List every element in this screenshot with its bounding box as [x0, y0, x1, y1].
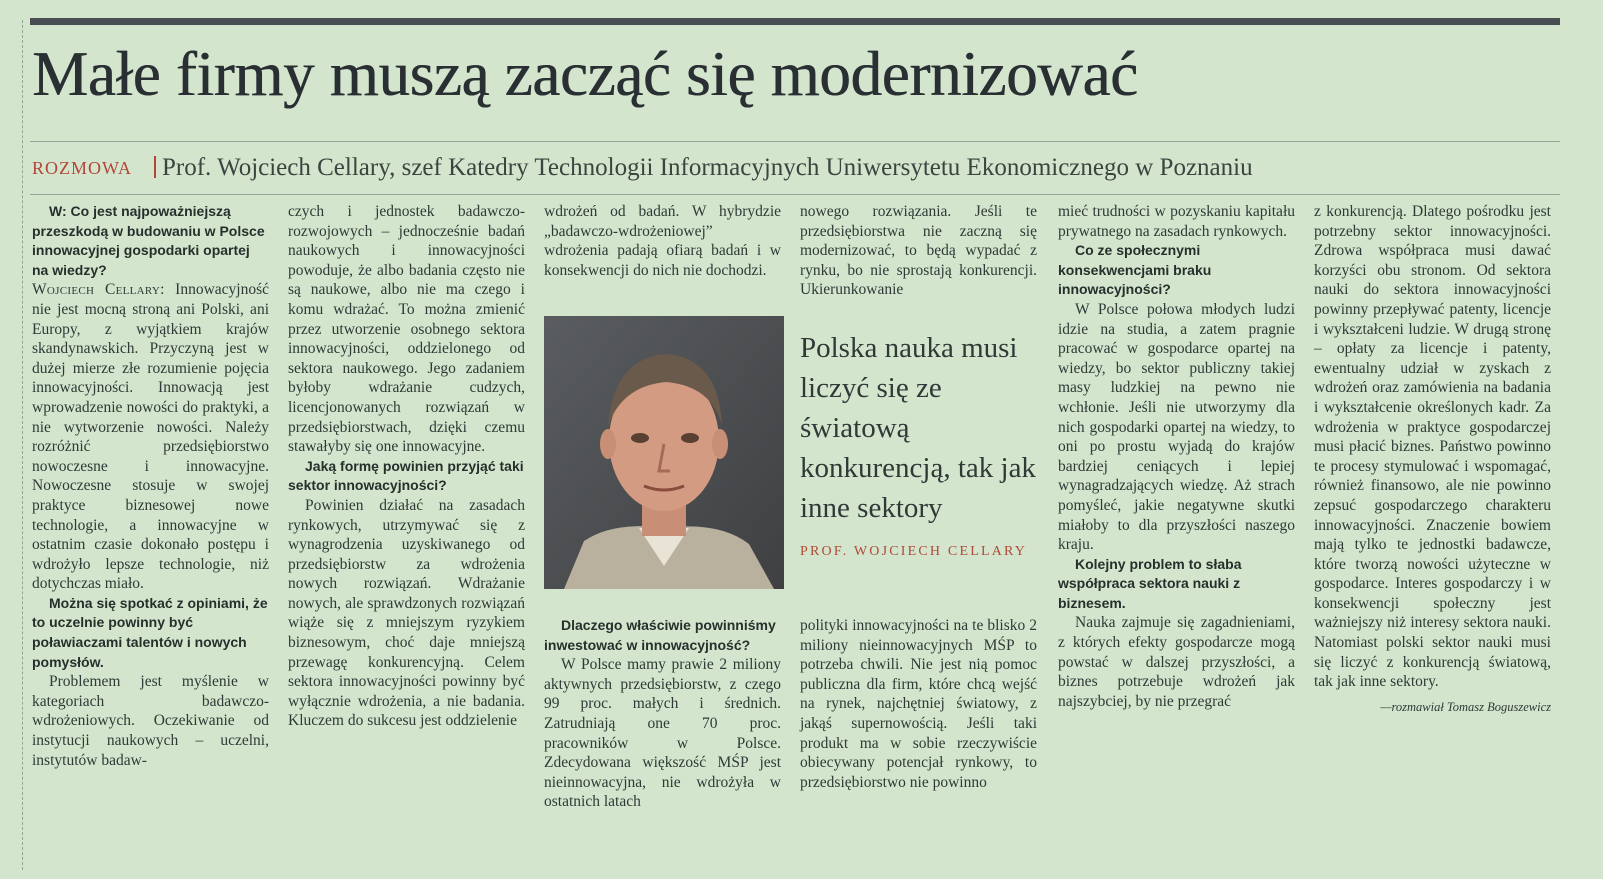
kicker-separator [154, 156, 156, 178]
text-column-3-top [544, 202, 781, 280]
question-5: Co ze społecznymi konsekwencjami braku innowacyjności? [1058, 242, 1212, 298]
text-column-3-bottom [544, 616, 781, 812]
interviewer-logo: W: [49, 203, 67, 219]
text-column-2 [288, 202, 525, 731]
question-1-text: Co jest najpoważniejszą przeszkodą w budowaniu w Polsce innowacyjnej gospodarki opartej na wiedzy? [32, 203, 265, 278]
answer-4: W Polsce mamy prawie 2 miliony aktywnych przedsiębiorstw, z czego 99 proc. małych i średnich. Zatrudniają one 70 proc. pracowników w Polsce. Zdecydowana większość MŚP jest nieinnowacyjna, nie wdrożyła w ostatnich latach [544, 656, 781, 811]
question-1 [32, 202, 269, 280]
answer-1 [32, 280, 269, 594]
answer-continued: z konkurencją. Dlatego pośrodku jest potrzebny sektor innowacyjności. Zdrowa współpraca musi dawać korzyści obu stronom. Od sektora nauki do sektora innowacyjności powinny przepływać patenty, licencje i wykształceni ludzie. W drugą stronę – opłaty za licencje i patenty, ewentualny udział w zyskach z wdrożeń oraz zamówienia na badania i wykształcenie określonych kadr. Za wdrożenia w praktyce gospodarczej musi płacić biznes. Państwo powinno te procesy stymulować i wspomagać, również finansowo, ale nie powinno zepsuć gospodarczego charakteru innowacyjności. Znaczenie bowiem mają tylko te jednostki badawcze, które tworzą nowości użyteczne w gospodarce. Interes gospodarczy i w konsekwencji społeczny jest ważniejszy niż interesy sektora nauki. Natomiast polski sektor nauki musi się liczyć z konkurencją światową, tak jak inne sektory. [1314, 203, 1551, 691]
interviewer-byline: —rozmawiał Tomasz Boguszewicz [1380, 699, 1551, 714]
text-column-5 [1058, 202, 1295, 711]
question-3: Jaką formę powinien przyjąć taki sektor innowacyjności? [288, 457, 524, 494]
answer-5: W Polsce połowa młodych ludzi idzie na studia, a zatem pragnie pracować w gospodarce opartej na wiedzy, bo sektor publiczny takiej masy ludzkiej na pewno nie wchłonie. Jeśli nie utworzymy dla nich gospodarki opartej na wiedzy, to oni po prostu wyjadą do krajów bardziej ceniących i lepiej wynagradzających wiedzę. Aż strach pomyśleć, jakie negatywne skutki miałoby to dla przyszłości naszego kraju. [1058, 300, 1295, 554]
article-headline: Małe firmy muszą zacząć się modernizować [32, 39, 1138, 109]
question-2: Można się spotkać z opiniami, że to uczelnie powinny być poławiaczami talentów i nowych pomysłów. [32, 594, 268, 670]
answer-continued: czych i jednostek badawczo-rozwojowych – jednocześnie badań naukowych i innowacyjności powoduje, że albo badania często nie są naukowe, albo nie ma czego i komu wdrażać. To można zmienić przez utworzenie osobnego sektora innowacyjności, oddzielonego od sektora naukowego. Jego zadaniem byłoby wdrażanie cudzych, licencjonowanych rozwiązań w przedsiębiorstwach, dzięki czemu stawałyby się one innowacyjne. [288, 203, 525, 456]
answer-1-text: Innowacyjność nie jest mocną stroną ani Polski, ani Europy, z wyjątkiem krajów skandynawskich. Przyczyną jest w dużej mierze złe rozumienie pojęcia innowacyjności. Innowacją jest wprowadzenie nowości do praktyki, a nie wytworzenie nowości. Należy rozróżnić przedsiębiorstwo nowoczesne i innowacyjne. Nowoczesne stosuje w swojej praktyce biznesowej nowe technologie, a innowacyjne w ostatnim czasie dokonało postępu i wdrożyło lepsze technologie, niż dotychczas miało. [32, 281, 269, 593]
subhead-divider [30, 194, 1560, 195]
answer-continued: polityki innowacyjności na te blisko 2 miliony nieinnowacyjnych MŚP to potrzeba chwili. Nie jest nią pomoc publiczna dla firm, które chcą wejść na rynek, najchętniej światowy, z jakąś supernowością. Jeśli taki produkt ma w sobie rzeczywiście obiecywany potencjał rynkowy, to przedsiębiorstwo nie powinno [800, 617, 1037, 791]
text-column-1 [32, 202, 269, 770]
answer-3: Powinien działać na zasadach rynkowych, utrzymywać się z wynagrodzenia uzyskiwanego od przedsiębiorstw za wdrożenia nowych rozwiązań. Wdrażanie nowych, ale sprawdzonych rozwiązań wiąże się z mniejszym ryzykiem biznesowym, choć daje mniejszą przewagę konkurencyjną. Celem sektora innowacyjności powinny być wyłącznie wdrożenia, a nie badania. Kluczem do sukcesu jest oddzielenie [288, 496, 525, 730]
answer-continued: nowego rozwiązania. Jeśli te przedsiębiorstwa nie zaczną się modernizować, to będą wypadać z rynku, bo nie sprostają konkurencji. Ukierunkowanie [800, 203, 1037, 299]
text-column-4-top [800, 202, 1037, 300]
pull-quote-text: Polska nauka musi liczyć się ze światową konkurencją, tak jak inne sektory [800, 332, 1036, 524]
page-margin-line [22, 20, 23, 870]
interviewee-portrait-photo [544, 316, 784, 589]
answer-2: Problemem jest myślenie w kategoriach badawczo-wdrożeniowych. Oczekiwanie od instytucji naukowych – uczelni, instytutów badaw- [32, 673, 269, 769]
speaker-name: Wojciech Cellary: [32, 281, 165, 299]
text-column-6 [1314, 202, 1551, 717]
headline-divider [30, 141, 1560, 142]
pull-quote [800, 328, 1040, 561]
text-column-4-bottom [800, 616, 1037, 792]
answer-continued: mieć trudności w pozyskaniu kapitału prywatnego na zasadach rynkowych. [1058, 203, 1295, 240]
interviewee-subhead: Prof. Wojciech Cellary, szef Katedry Technologii Informacyjnych Uniwersytetu Ekonomicznego w Poznaniu [162, 154, 1253, 181]
section-kicker: ROZMOWA [32, 158, 132, 178]
question-4: Dlaczego właściwie powinniśmy inwestować w innowacyjność? [544, 617, 776, 653]
answer-continued: wdrożeń od badań. W hybrydzie „badawczo-wdrożeniowej” wdrożenia padają ofiarą badań i w konsekwencji do nich nie dochodzi. [544, 203, 781, 279]
question-6: Kolejny problem to słaba współpraca sektora nauki z biznesem. [1058, 555, 1242, 611]
pull-quote-author: PROF. WOJCIECH CELLARY [800, 544, 1028, 559]
top-rule-bar [30, 18, 1560, 25]
answer-6: Nauka zajmuje się zagadnieniami, z których efekty gospodarcze mogą powstać w dalszej przyszłości, a biznes potrzebuje wdrożeń jak najszybciej, by nie przegrać [1058, 614, 1295, 710]
